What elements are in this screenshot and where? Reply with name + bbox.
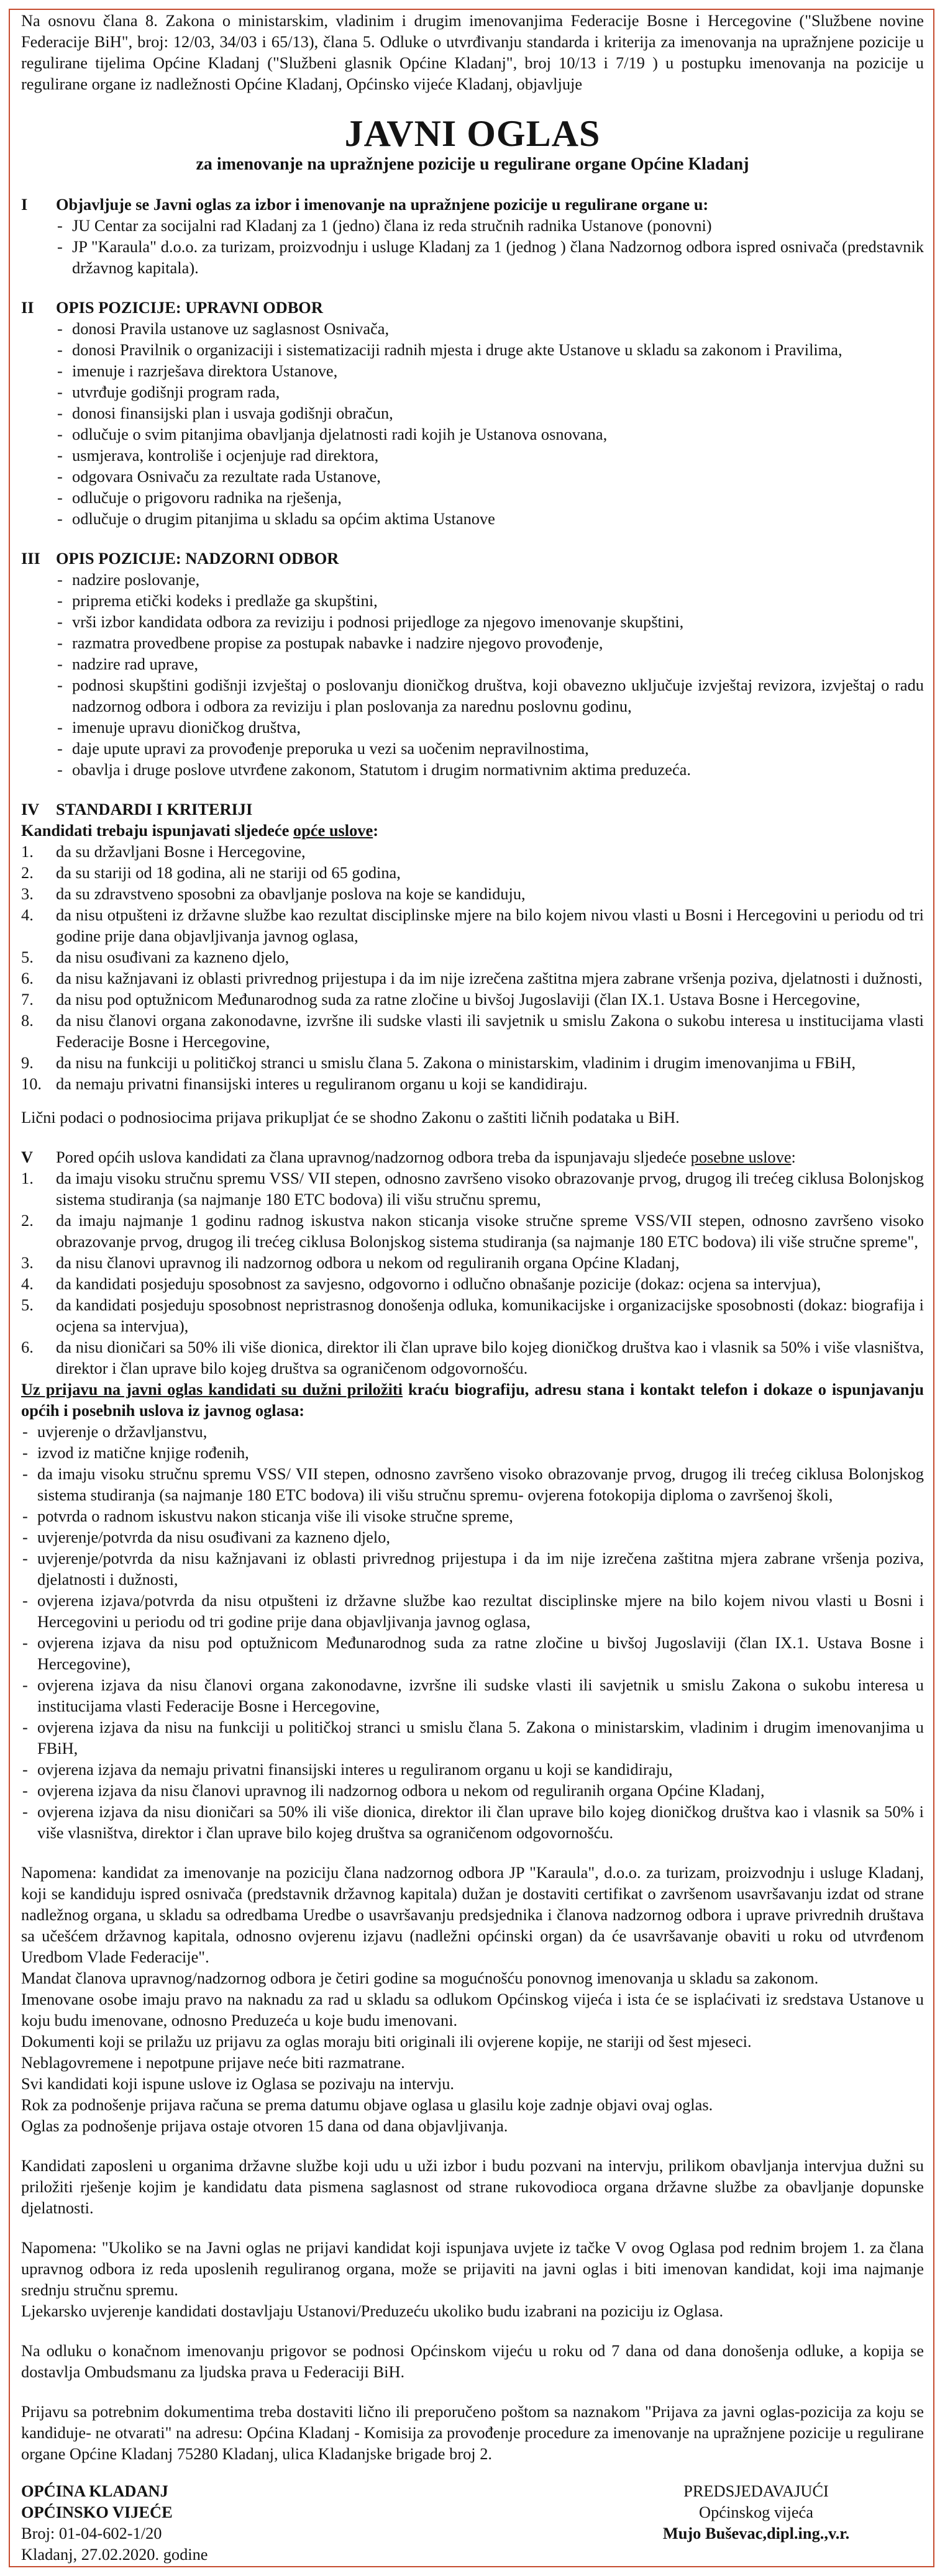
list-item: - imenuje i razrješava direktora Ustanove, bbox=[56, 360, 924, 381]
list-item: - ovjerena izjava da nisu na funkciji u političkoj stranci u smislu člana 5. Zakona o ministarskim, vladinim i drugim imenovanjima u FBiH, bbox=[21, 1717, 924, 1759]
list-item: 1. da su državljani Bosne i Hercegovine, bbox=[21, 842, 306, 861]
list-item: - ovjerena izjava/potvrda da nisu otpušteni iz državne službe kao rezultat disciplinske mjere na bilo kojem nivou vlasti u Bosni i Hercegovini u periodu od tri godine prije dana objavljivanja javnog oglasa, bbox=[21, 1590, 924, 1632]
signature-block bbox=[21, 2480, 924, 2565]
list-item: - odlučuje o drugim pitanjima u skladu sa općim aktima Ustanove bbox=[56, 508, 924, 529]
section-1-title: Objavljuje se Javni oglas za izbor i imenovanje na upražnjene pozicije u regulirane organe u: bbox=[56, 195, 709, 214]
list-item: 3. da nisu članovi upravnog ili nadzornog odbora u nekom od reguliranih organa Općine Kladanj, bbox=[21, 1253, 680, 1272]
list-item: - nadzire poslovanje, bbox=[56, 569, 924, 590]
list-item: 9. da nisu na funkciji u političkoj stranci u smislu člana 5. Zakona o ministarskim, vladinim i drugim imenovanjima u FBiH, bbox=[21, 1053, 856, 1072]
list-item: - podnosi skupštini godišnji izvještaj o poslovanju dioničkog društva, koji obavezno uključuje izvještaj revizora, izvještaj o radu nadzornog odbora i odbora za reviziju i plan poslovanja za narednu poslovnu godinu, bbox=[56, 674, 924, 717]
list-item: - uvjerenje/potvrda da nisu kažnjavani iz oblasti privrednog prijestupa i da im nije izrečena zaštitna mjera zabrane vršenja poziva, djelatnosti i dužnosti, bbox=[21, 1548, 924, 1590]
list-item: - priprema etički kodeks i predlaže ga skupštini, bbox=[56, 590, 924, 611]
required-documents-lead: Uz prijavu na javni oglas kandidati su dužni priložiti kraću biografiju, adresu stana i kontakt telefon i dokaze o ispunjavanju općih i posebnih uslova iz javnog oglasa: bbox=[21, 1380, 924, 1420]
note-deadline: Rok za podnošenje prijava računa se prema datumu objave oglasa u glasilu koje zadnje objavi ovaj oglas. bbox=[21, 2095, 713, 2114]
privacy-note: Lični podaci o podnosiocima prijava prikupljat će se shodno Zakonu o zaštiti ličnih podataka u BiH. bbox=[21, 1108, 680, 1127]
list-item: - uvjerenje/potvrda da nisu osuđivani za kazneno djelo, bbox=[21, 1526, 924, 1548]
section-2-number: II bbox=[21, 298, 34, 317]
list-item: - odlučuje o svim pitanjima obavljanja djelatnosti radi kojih je Ustanova osnovana, bbox=[56, 424, 924, 445]
required-documents-list bbox=[21, 1421, 924, 1843]
document-date: Kladanj, 27.02.2020. godine bbox=[21, 2545, 208, 2564]
list-item: - JU Centar za socijalni rad Kladanj za 1 (jedno) člana iz reda stručnih radnika Ustanove (ponovni) bbox=[56, 215, 924, 236]
list-item: - ovjerena izjava da nisu članovi upravnog ili nadzornog odbora u nekom od reguliranih organa Općine Kladanj, bbox=[21, 1780, 924, 1801]
list-item: - ovjerena izjava da nisu članovi organa zakonodavne, izvršne ili sudske vlasti ili savjetnik u smislu Zakona o sukobu interesa u institucijama vlasti Federacije Bosne i Hercegovine, bbox=[21, 1674, 924, 1717]
section-3-title: OPIS POZICIJE: NADZORNI ODBOR bbox=[56, 549, 339, 568]
section-5 bbox=[21, 1146, 924, 1168]
list-item: - odlučuje o prigovoru radnika na rješenja, bbox=[56, 487, 924, 508]
section-2-title: OPIS POZICIJE: UPRAVNI ODBOR bbox=[56, 298, 323, 317]
list-item: 6. da nisu dioničari sa 50% ili više dionica, direktor ili član uprave bilo kojeg dioničkog društva kao i vlasnik sa 50% i više vlasništva, direktor i član uprave bilo kojeg društva sa ograničenom odgovornošću. bbox=[21, 1338, 924, 1377]
section-3 bbox=[21, 548, 924, 780]
note-interview: Svi kandidati koji ispune uslove iz Oglasa se pozivaju na intervju. bbox=[21, 2074, 455, 2093]
list-item: - daje upute upravi za provođenje preporuka u vezi sa uočenim nepravilnostima, bbox=[56, 738, 924, 759]
issuer-council: OPĆINSKO VIJEĆE bbox=[21, 2503, 173, 2521]
note-submission-address: Prijavu sa potrebnim dokumentima treba dostaviti lično ili preporučeno poštom sa naznakom "Prijava za javni oglas-pozicija za koju se kandiduje- ne otvarati" na adresu: Općina Kladanj - Komisija za provođenje procedure za imenovanje na upražnjene pozicije u regulirane organe Općine Kladanj 75280 Kladanj, ulica Kladanjske brigade broj 2. bbox=[21, 2402, 924, 2463]
section-1 bbox=[21, 194, 924, 278]
list-item: - vrši izbor kandidata odbora za reviziju i podnosi prijedloge za njegovo imenovanje skupštini, bbox=[56, 611, 924, 632]
list-item: - donosi Pravilnik o organizaciji i sistematizaciji radnih mjesta i druge akte Ustanove u skladu sa zakonom i Pravilima, bbox=[56, 339, 924, 360]
note-no-qualified-candidate: Napomena: "Ukoliko se na Javni oglas ne prijavi kandidat koji ispunjava uvjete iz tačke V ovog Oglasa pod rednim brojem 1. za člana upravnog odbora iz reda uposlenih reguliranog organa, može se prijaviti na javni oglas i biti imenovan kandidat, koji ima najmanje srednju stručnu spremu. bbox=[21, 2238, 924, 2299]
issuer-block bbox=[21, 2480, 208, 2565]
list-item: 4. da nisu otpušteni iz državne službe kao rezultat disciplinske mjere na bilo kojem nivou vlasti u Bosni i Hercegovini u periodu od tri godine prije dana objavljivanja javnog oglasa, bbox=[21, 905, 924, 945]
list-item: - JP "Karaula" d.o.o. za turizam, proizvodnju i usluge Kladanj za 1 (jednog ) člana Nadzornog odbora ispred osnivača (predstavnik državnog kapitala). bbox=[56, 236, 924, 278]
note-medical-certificate: Ljekarsko uvjerenje kandidati dostavljaju Ustanovi/Preduzeću ukoliko budu izabrani na poziciju iz Oglasa. bbox=[21, 2302, 724, 2320]
list-item: - nadzire rad uprave, bbox=[56, 653, 924, 674]
list-item: 4. da kandidati posjeduju sposobnost za savjesno, odgovorno i odlučno obnašanje pozicije (dokaz: ocjena sa intervjua), bbox=[21, 1274, 821, 1293]
intro-paragraph: Na osnovu člana 8. Zakona o ministarskim, vladinim i drugim imenovanjima Federacije Bosne i Hercegovine ("Službene novine Federacije BiH", broj: 12/03, 34/03 i 65/13), člana 5. Odluke o utvrđivanju standarda i kriterija za imenovanja na upražnjene pozicije u regulirane tijelima Općine Kladanj ("Službeni glasnik Općine Kladanj", broj 10/13 i 7/19 ) u postupku imenovanja na pozicije u regulirane organe iz nadležnosti Općine Kladanj, Općinsko vijeće Kladanj, objavljuje bbox=[21, 11, 924, 93]
list-item: - ovjerena izjava da nisu dioničari sa 50% ili više dionica, direktor ili član uprave bilo kojeg dioničkog društva kao i vlasnik sa 50% i više vlasništva, direktor i član uprave bilo kojeg društva sa ograničenom odgovornošću. bbox=[21, 1801, 924, 1843]
list-item: - ovjerena izjava da nemaju privatni finansijski interes u reguliranom organu u koji se kandidiraju, bbox=[21, 1759, 924, 1780]
section-4 bbox=[21, 799, 924, 820]
section-2-list bbox=[56, 318, 924, 529]
section-1-number: I bbox=[21, 195, 28, 214]
list-item: - donosi finansijski plan i usvaja godišnji obračun, bbox=[56, 402, 924, 424]
signatory-block bbox=[626, 2480, 887, 2565]
list-item: - razmatra provedbene propise za postupak nabavke i nadzire njegovo provođenje, bbox=[56, 632, 924, 653]
note-incomplete-applications: Neblagovremene i nepotpune prijave neće biti razmatrane. bbox=[21, 2053, 405, 2072]
list-item: 3. da su zdravstveno sposobni za obavljanje poslova na koje se kandiduju, bbox=[21, 884, 526, 903]
issuer-municipality: OPĆINA KLADANJ bbox=[21, 2482, 168, 2500]
list-item: - imenuje upravu dioničkog društva, bbox=[56, 717, 924, 738]
list-item: - potvrda o radnom iskustvu nakon sticanja više ili visoke stručne spreme, bbox=[21, 1505, 924, 1526]
list-item: 10. da nemaju privatni finansijski interes u reguliranom organu u koji se kandidiraju. bbox=[21, 1074, 588, 1093]
section-5-number: V bbox=[21, 1148, 34, 1166]
note-karaula-certificate: Napomena: kandidat za imenovanje na poziciju člana nadzornog odbora JP "Karaula", d.o.o. za turizam, proizvodnju i usluge Kladanj, koji se kandiduju ispred osnivača (predstavnik državnog kapitala) dužan je dostaviti certifikat o završenom usavršavanju izdat od strane nadležnog organa, u skladu sa odredbama Uredbe o usavršavanju predsjednika i članova nadzornog odbora i uprave privrednih društava sa učešćem državnog kapitala, odnosno ovjerenu izjavu (nadležni općinski organ) da će usavršavanje obaviti u roku od utvrđenom Uredbom Vlade Federacije". bbox=[21, 1863, 924, 1966]
document-title: JAVNI OGLAS bbox=[344, 113, 601, 154]
list-item: 6. da nisu kažnjavani iz oblasti privrednog prijestupa i da im nije izrečena zaštitna mjera zabrane vršenja poziva, djelatnosti i dužnosti, bbox=[21, 969, 923, 987]
list-item: 7. da nisu pod optužnicom Međunarodnog suda za ratne zločine u bivšoj Jugoslaviji (član IX.1. Ustava Bosne i Hercegovine, bbox=[21, 990, 861, 1009]
note-civil-servants: Kandidati zaposleni u organima državne službe koji udu u uži izbor i budu pozvani na intervju, prilikom obavljanja intervjua dužni su priložiti rješenje kojim je kandidatu data pismena saglasnost od strane rukovodioca organa državne službe za obavljanje dopunske djelatnosti. bbox=[21, 2156, 924, 2217]
note-compensation: Imenovane osobe imaju pravo na naknadu za rad u skladu sa odlukom Općinskog vijeća i ista će se isplaćivati iz sredstava Ustanove u koju budu imenovane, odnosno Preduzeća u koje budu imenovani. bbox=[21, 1990, 924, 2030]
list-item: - utvrđuje godišnji program rada, bbox=[56, 381, 924, 402]
document-number: Broj: 01-04-602-1/20 bbox=[21, 2524, 162, 2542]
list-item: - odgovara Osnivaču za rezultate rada Ustanove, bbox=[56, 466, 924, 487]
signatory-name: Mujo Buševac,dipl.ing.,v.r. bbox=[662, 2524, 850, 2542]
signatory-role: PREDSJEDAVAJUĆI bbox=[683, 2482, 829, 2500]
list-item: - ovjerena izjava da nisu pod optužnicom Međunarodnog suda za ratne zločine u bivšoj Jugoslaviji (član IX.1. Ustava Bosne i Hercegovine), bbox=[21, 1632, 924, 1674]
special-conditions-list bbox=[21, 1168, 924, 1379]
signatory-role-detail: Općinskog vijeća bbox=[699, 2503, 813, 2521]
list-item: 2. da su stariji od 18 godina, ali ne stariji od 65 godina, bbox=[21, 863, 401, 882]
note-appeal: Na odluku o konačnom imenovanju prigovor se podnosi Općinskom vijeću u roku od 7 dana od dana donošenja odluke, a kopija se dostavlja Ombudsmanu za ljudska prava u Federaciji BiH. bbox=[21, 2341, 924, 2381]
note-open-period: Oglas za podnošenje prijava ostaje otvoren 15 dana od dana objavljivanja. bbox=[21, 2116, 508, 2135]
public-notice-document bbox=[21, 10, 924, 2565]
list-item: 1. da imaju visoku stručnu spremu VSS/ VII stepen, odnosno završeno visoko obrazovanje prvog, drugog ili trećeg ciklusa Bolonjskog sistema studiranja (sa najmanje 180 ETC bodova) ili višu stručnu spremu, bbox=[21, 1169, 924, 1209]
special-conditions-lead: Pored općih uslova kandidati za člana upravnog/nadzornog odbora treba da ispunjavaju sljedeće posebne uslove: bbox=[56, 1148, 796, 1166]
list-item: 5. da nisu osuđivani za kazneno djelo, bbox=[21, 948, 290, 966]
list-item: - obavlja i druge poslove utvrđene zakonom, Statutom i drugim normativnim aktima preduzeća. bbox=[56, 759, 924, 780]
general-conditions-list bbox=[21, 841, 924, 1094]
section-1-list bbox=[56, 215, 924, 278]
section-3-list bbox=[56, 569, 924, 780]
section-4-number: IV bbox=[21, 800, 40, 819]
list-item: 2. da imaju najmanje 1 godinu radnog iskustva nakon sticanja visoke stručne spreme VSS/VII stepen, odnosno završeno visoko obrazovanje prvog, drugog ili trećeg ciklusa Bolonjskog sistema studiranja (sa najmanje 180 ETC bodova) ili više stručne spreme", bbox=[21, 1211, 924, 1251]
list-item: - usmjerava, kontroliše i ocjenjuje rad direktora, bbox=[56, 445, 924, 466]
list-item: 5. da kandidati posjeduju sposobnost nepristrasnog donošenja odluka, komunikacijske i organizacijske sposobnosti (dokaz: biografija i ocjena sa intervjua), bbox=[21, 1295, 924, 1335]
section-2 bbox=[21, 297, 924, 529]
list-item: - da imaju visoku stručnu spremu VSS/ VII stepen, odnosno završeno visoko obrazovanje prvog, drugog ili trećeg ciklusa Bolonjskog sistema studiranja (sa najmanje 180 ETC bodova) ili višu stručnu spremu- ovjerena fotokopija diploma o završenoj školi, bbox=[21, 1463, 924, 1505]
list-item: - uvjerenje o državljanstvu, bbox=[21, 1421, 924, 1442]
document-subtitle: za imenovanje na upražnjene pozicije u regulirane organe Općine Kladanj bbox=[196, 155, 749, 174]
note-documents-validity: Dokumenti koji se prilažu uz prijavu za oglas moraju biti originali ili ovjerene kopije, ne stariji od šest mjeseci. bbox=[21, 2032, 752, 2051]
list-item: - izvod iz matične knjige rođenih, bbox=[21, 1442, 924, 1463]
list-item: - donosi Pravila ustanove uz saglasnost Osnivača, bbox=[56, 318, 924, 339]
general-conditions-lead: Kandidati trebaju ispunjavati sljedeće opće uslove: bbox=[21, 821, 378, 840]
note-mandate: Mandat članova upravnog/nadzornog odbora je četiri godine sa mogućnošću ponovnog imenovanja u skladu sa zakonom. bbox=[21, 1969, 819, 1987]
section-3-number: III bbox=[21, 549, 40, 568]
list-item: 8. da nisu članovi organa zakonodavne, izvršne ili sudske vlasti ili savjetnik u smislu Zakona o sukobu interesa u institucijama vlasti Federacije Bosne i Hercegovine, bbox=[21, 1011, 924, 1051]
section-4-title: STANDARDI I KRITERIJI bbox=[56, 800, 253, 819]
